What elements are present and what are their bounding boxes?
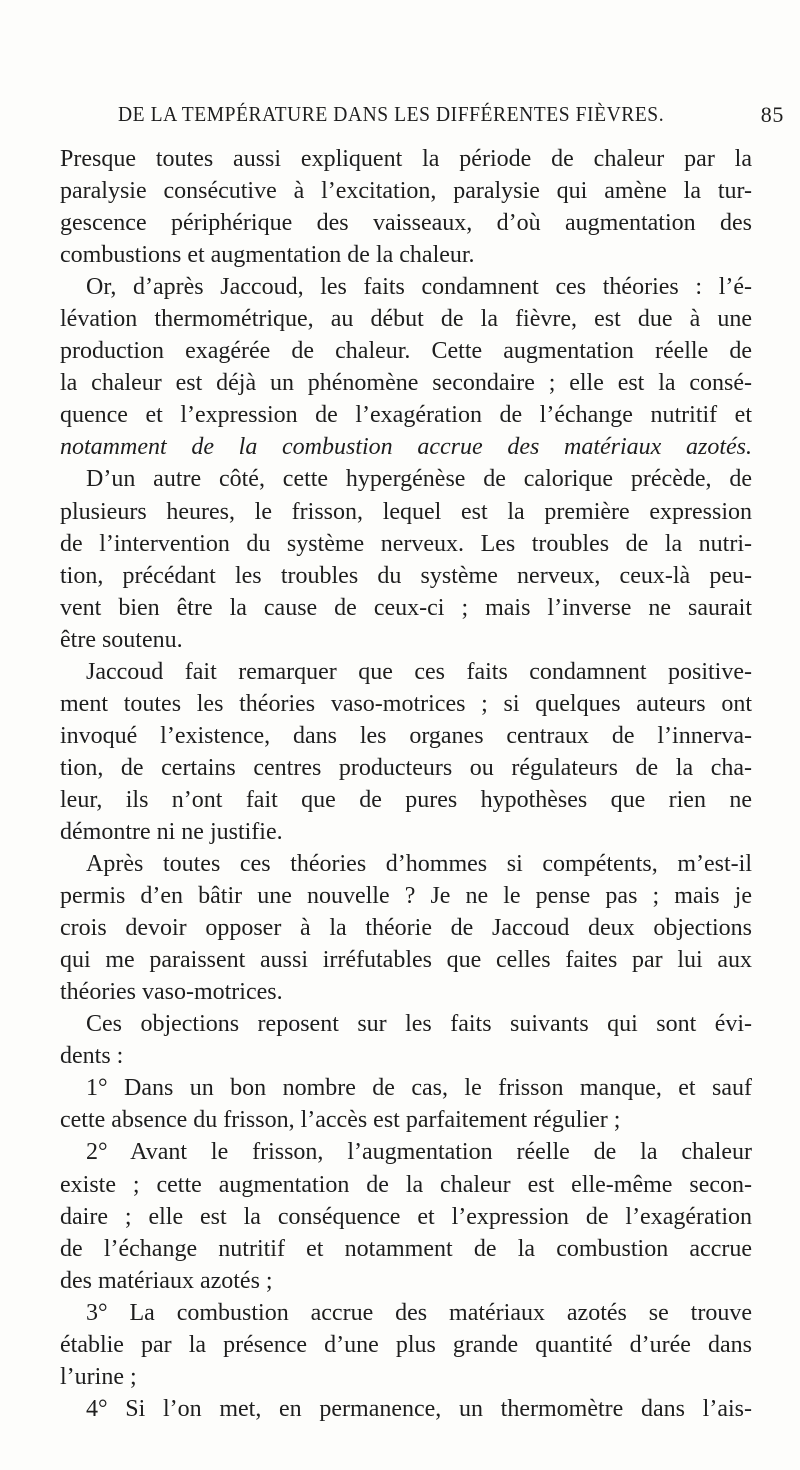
text-line: production exagérée de chaleur. Cette augmentation réelle de: [60, 338, 752, 365]
text-line: démontre ni ne justifie.: [60, 818, 283, 845]
text-line: de l’intervention du système nerveux. Les troubles de la nutri-: [60, 530, 752, 557]
text-line: combustions et augmentation de la chaleur.: [60, 242, 475, 269]
text-line: qui me paraissent aussi irréfutables que celles faites par lui aux: [60, 947, 752, 974]
running-title: DE LA TEMPÉRATURE DANS LES DIFFÉRENTES FIÈVRES.: [118, 102, 665, 126]
text-line: lévation thermométrique, au début de la fièvre, est due à une: [60, 306, 752, 333]
text-line: tion, de certains centres producteurs ou régulateurs de la cha-: [60, 754, 752, 781]
text-line: permis d’en bâtir une nouvelle ? Je ne le pense pas ; mais je: [60, 883, 752, 910]
text-line: crois devoir opposer à la théorie de Jaccoud deux objections: [60, 915, 752, 942]
text-line: Or, d’après Jaccoud, les faits condamnent ces théories : l’é-: [86, 274, 752, 301]
text-line: tion, précédant les troubles du système nerveux, ceux-là peu-: [60, 562, 752, 589]
text-line: cette absence du frisson, l’accès est parfaitement régulier ;: [60, 1107, 621, 1134]
text-line: gescence périphérique des vaisseaux, d’où augmentation des: [60, 210, 752, 237]
text-line: 4° Si l’on met, en permanence, un thermomètre dans l’ais-: [86, 1395, 752, 1422]
text-line-italic: notamment de la combustion accrue des matériaux azotés.: [60, 434, 752, 461]
page-number: 85: [760, 102, 784, 127]
text-line: vent bien être la cause de ceux-ci ; mais l’inverse ne saurait: [60, 594, 752, 621]
text-line: paralysie consécutive à l’excitation, paralysie qui amène la tur-: [60, 178, 752, 205]
text-line: ment toutes les théories vaso-motrices ; si quelques auteurs ont: [60, 690, 752, 717]
text-line: plusieurs heures, le frisson, lequel est la première expression: [60, 498, 752, 525]
text-line: quence et l’expression de l’exagération de l’échange nutritif et: [60, 402, 752, 429]
text-line: D’un autre côté, cette hypergénèse de calorique précède, de: [86, 466, 752, 493]
text-line: 2° Avant le frisson, l’augmentation réelle de la chaleur: [86, 1139, 752, 1166]
text-line: Jaccoud fait remarquer que ces faits condamnent positive-: [86, 658, 752, 685]
text-line: théories vaso-motrices.: [60, 979, 283, 1006]
running-header: [100, 102, 784, 132]
text-line: existe ; cette augmentation de la chaleur est elle-même secon-: [60, 1171, 752, 1198]
text-line: 3° La combustion accrue des matériaux azotés se trouve: [86, 1299, 752, 1326]
text-line: la chaleur est déjà un phénomène secondaire ; elle est la consé-: [60, 370, 752, 397]
text-line: des matériaux azotés ;: [60, 1267, 273, 1294]
text-line: établie par la présence d’une plus grande quantité d’urée dans: [60, 1331, 752, 1358]
text-line: l’urine ;: [60, 1363, 137, 1390]
text-line: 1° Dans un bon nombre de cas, le frisson manque, et sauf: [86, 1075, 752, 1102]
text-line: dents :: [60, 1043, 124, 1070]
text-line: de l’échange nutritif et notamment de la combustion accrue: [60, 1235, 752, 1262]
text-line: Presque toutes aussi expliquent la période de chaleur par la: [60, 146, 752, 172]
text-line: Après toutes ces théories d’hommes si compétents, m’est-il: [86, 851, 752, 878]
text-line: leur, ils n’ont fait que de pures hypothèses que rien ne: [60, 786, 752, 813]
text-line: daire ; elle est la conséquence et l’expression de l’exagération: [60, 1203, 752, 1230]
text-line: être soutenu.: [60, 626, 183, 653]
text-line: Ces objections reposent sur les faits suivants qui sont évi-: [86, 1011, 752, 1038]
text-line: invoqué l’existence, dans les organes centraux de l’innerva-: [60, 722, 752, 749]
body-text: [60, 143, 752, 1425]
